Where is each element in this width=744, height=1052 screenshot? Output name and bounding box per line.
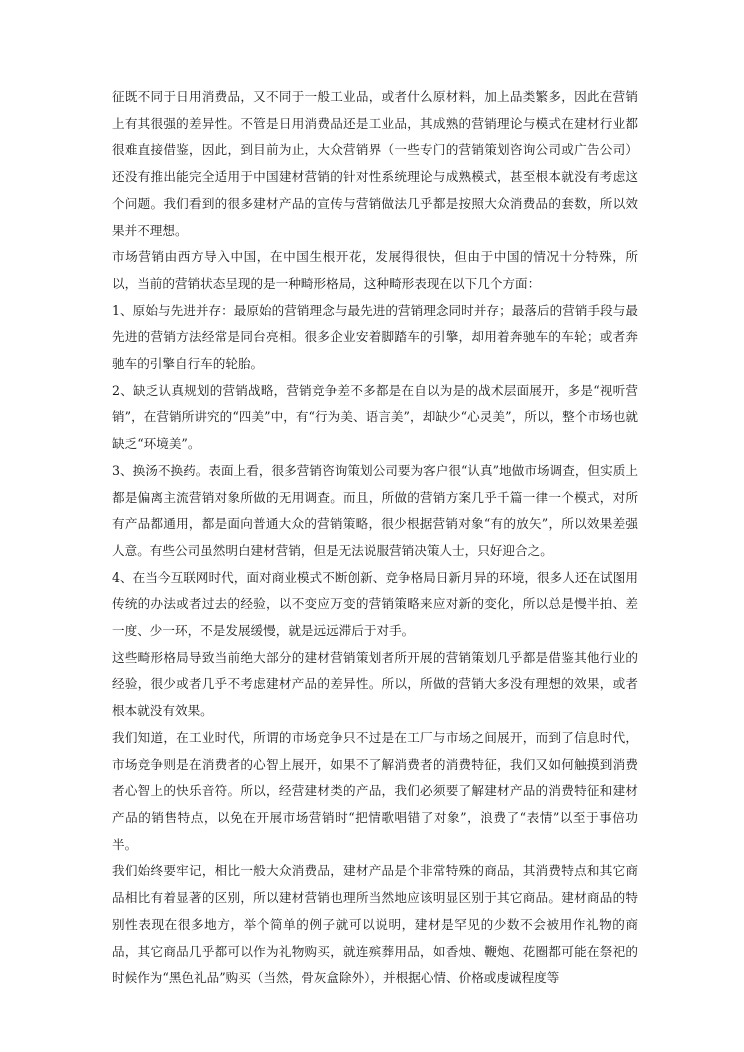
paragraph-7: 这些畸形格局导致当前绝大部分的建材营销策划者所开展的营销策划几乎都是借鉴其他行业的经验，很少或者几乎不考虑建材产品的差异性。所以，所做的营销大多没有理想的效果，或者根本就没有效果。 [112,649,638,719]
document-body [112,84,638,992]
paragraph-1: 征既不同于日用消费品，又不同于一般工业品，或者什么原材料，加上品类繁多，因此在营销上有其很强的差异性。不管是日用消费品还是工业品，其成熟的营销理论与模式在建材行业都很难直接借鉴，因此，到目前为止，大众营销界（一些专门的营销策划咨询公司或广告公司）还没有推出能完全适用于中国建材营销的针对性系统理论与成熟模式，甚至根本就没有考虑这个问题。我们看到的很多建材产品的宣传与营销做法几乎都是按照大众消费品的套数，所以效果并不理想。 [112,89,638,238]
paragraph-9: 我们始终要牢记，相比一般大众消费品，建材产品是个非常特殊的商品，其消费特点和其它商品相比有着显著的区别，所以建材营销也理所当然地应该明显区别于其它商品。建材商品的特别性表现在很多地方，举个简单的例子就可以说明，建材是罕见的少数不会被用作礼物的商品，其它商品几乎都可以作为礼物购买，就连殡葬用品，如香烛、鞭炮、花圈都可能在祭祀的时候作为“黑色礼品”购买（当然，骨灰盒除外），并根据心情、价格或虔诚程度等 [112,863,638,986]
paragraph-5: 3、换汤不换药。表面上看，很多营销咨询策划公司要为客户很“认真”地做市场调查，但实质上都是偏离主流营销对象所做的无用调查。而且，所做的营销方案几乎千篇一律一个模式，对所有产品都通用，都是面向普通大众的营销策略，很少根据营销对象“有的放矢”，所以效果差强人意。有些公司虽然明白建材营销，但是无法说服营销决策人士，只好迎合之。 [112,462,638,558]
paragraph-4: 2、缺乏认真规划的营销战略，营销竞争差不多都是在自以为是的战术层面展开，多是“视听营销”，在营销所讲究的“四美”中，有“行为美、语言美”，却缺少“心灵美”，所以，整个市场也就缺乏“环境美”。 [112,382,638,452]
paragraph-3: 1、原始与先进并存：最原始的营销理念与最先进的营销理念同时并存；最落后的营销手段与最先进的营销方法经常是同台亮相。很多企业安着脚踏车的引擎，却用着奔驰车的车轮；或者奔驰车的引擎自行车的轮胎。 [112,302,638,372]
paragraph-6: 4、在当今互联网时代，面对商业模式不断创新、竞争格局日新月异的环境，很多人还在试图用传统的办法或者过去的经验，以不变应万变的营销策略来应对新的变化，所以总是慢半拍、差一度、少一环，不是发展缓慢，就是远远滞后于对手。 [112,569,638,639]
paragraph-8: 我们知道，在工业时代，所谓的市场竞争只不过是在工厂与市场之间展开，而到了信息时代，市场竞争则是在消费者的心智上展开，如果不了解消费者的消费特征，我们又如何触摸到消费者心智上的快乐音符。所以，经营建材类的产品，我们必须要了解建材产品的消费特征和建材产品的销售特点，以免在开展市场营销时“把情歌唱错了对象”，浪费了“表情”以至于事倍功半。 [112,729,638,852]
paragraph-2: 市场营销由西方导入中国，在中国生根开花，发展得很快，但由于中国的情况十分特殊，所以，当前的营销状态呈现的是一种畸形格局，这种畸形表现在以下几个方面： [112,249,638,291]
